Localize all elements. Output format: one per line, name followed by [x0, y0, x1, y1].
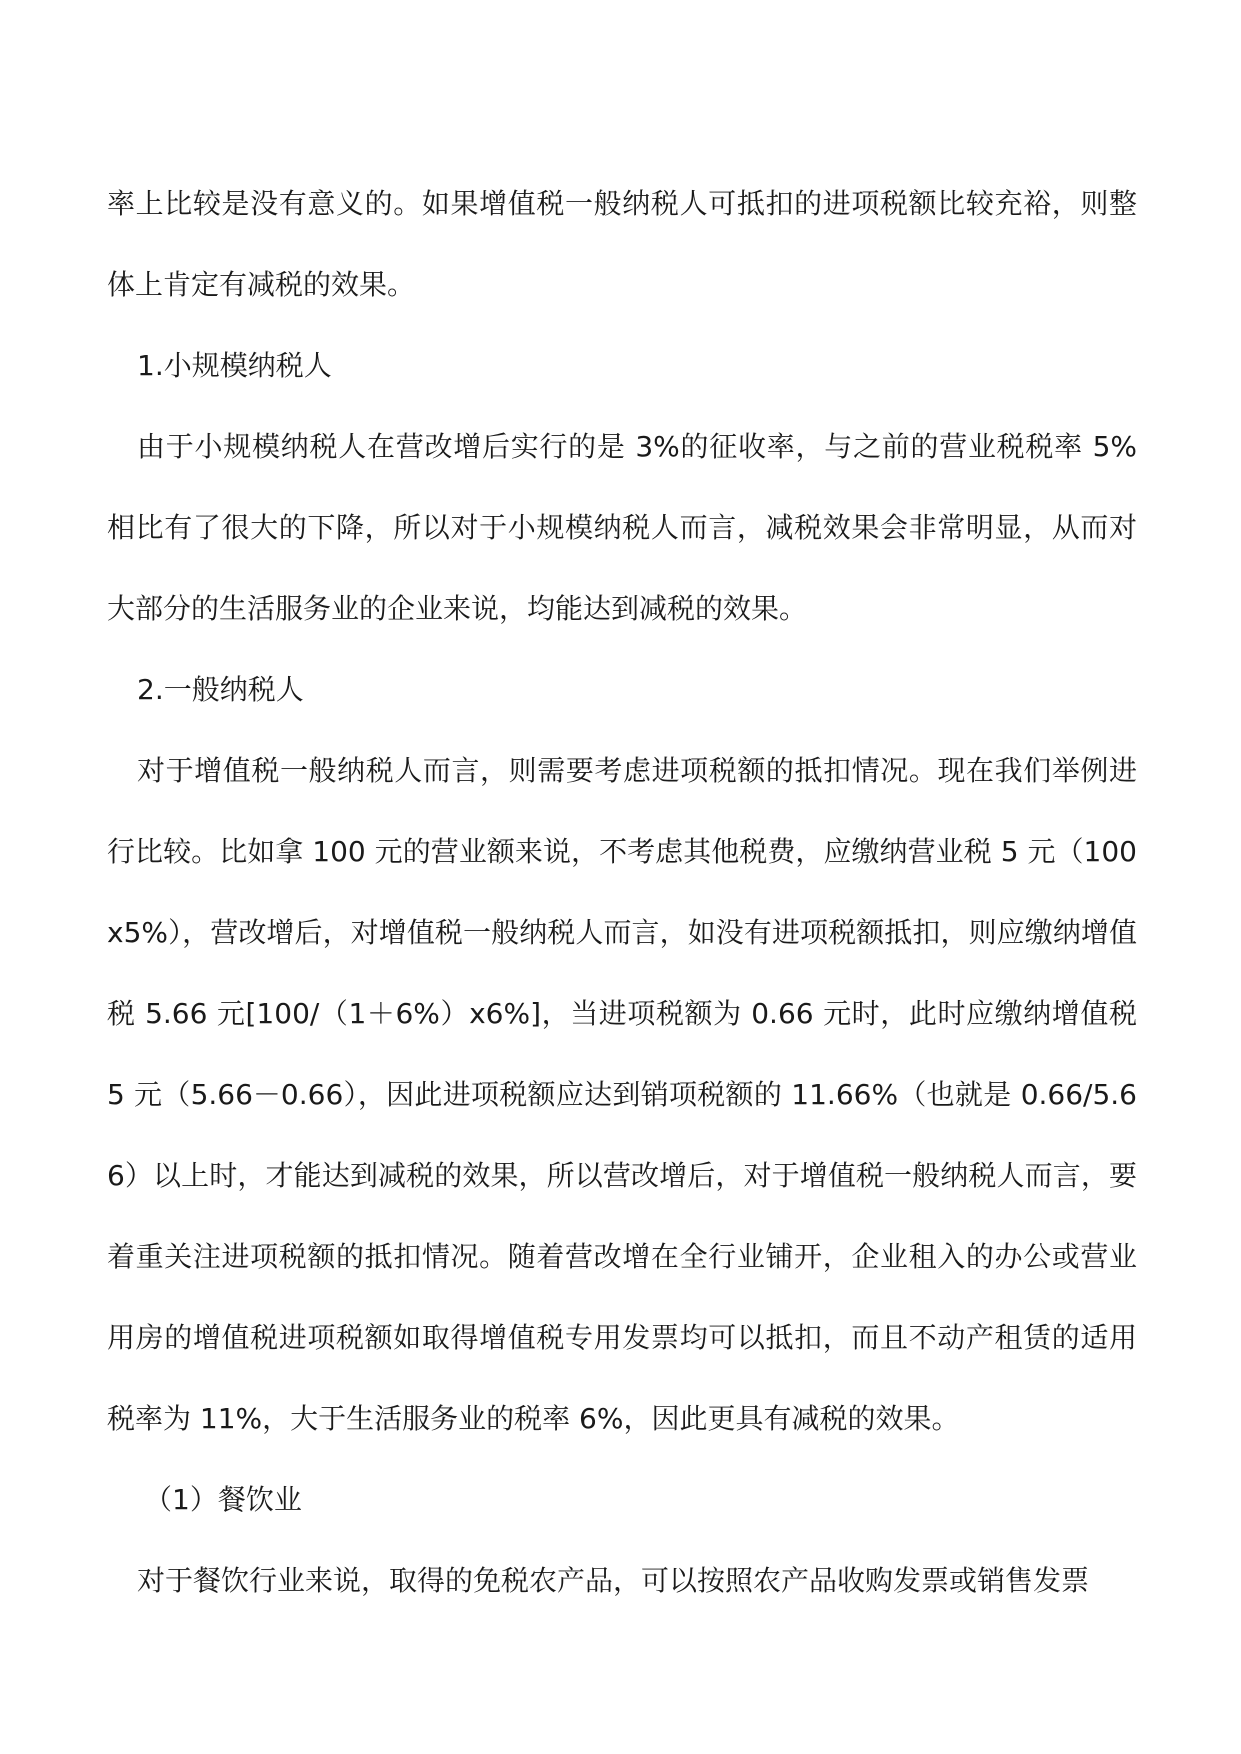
paragraph-continuation: 率上比较是没有意义的。如果增值税一般纳税人可抵扣的进项税额比较充裕，则整体上肯定有减税的效果。: [107, 187, 1137, 301]
subsection-heading-catering: （1）餐饮业: [144, 1483, 302, 1516]
document-body: [107, 163, 1137, 1621]
paragraph-catering: 对于餐饮行业来说，取得的免税农产品，可以按照农产品收购发票或销售发票: [137, 1564, 1090, 1597]
section-heading-small-scale-taxpayer: 1.小规模纳税人: [137, 349, 332, 382]
paragraph-general-taxpayer: 对于增值税一般纳税人而言，则需要考虑进项税额的抵扣情况。现在我们举例进行比较。比如拿 100 元的营业额来说，不考虑其他税费，应缴纳营业税 5 元（100x5%），营改增后，对增值税一般纳税人而言，如没有进项税额抵扣，则应缴纳增值税 5.66 元[100/（1＋6%）x6%]，当进项税额为 0.66 元时，此时应缴纳增值税 5 元（5.66－0.66），因此进项税额应达到销项税额的 11.66%（也就是 0.66/5.66）以上时，才能达到减税的效果，所以营改增后，对于增值税一般纳税人而言，要着重关注进项税额的抵扣情况。随着营改增在全行业铺开，企业租入的办公或营业用房的增值税进项税额如取得增值税专用发票均可以抵扣，而且不动产租赁的适用税率为 11%，大于生活服务业的税率 6%，因此更具有减税的效果。: [107, 754, 1137, 1435]
section-heading-general-taxpayer: 2.一般纳税人: [137, 673, 304, 706]
paragraph-small-scale-taxpayer: 由于小规模纳税人在营改增后实行的是 3%的征收率，与之前的营业税税率 5%相比有了很大的下降，所以对于小规模纳税人而言，减税效果会非常明显，从而对大部分的生活服务业的企业来说，均能达到减税的效果。: [107, 430, 1137, 625]
